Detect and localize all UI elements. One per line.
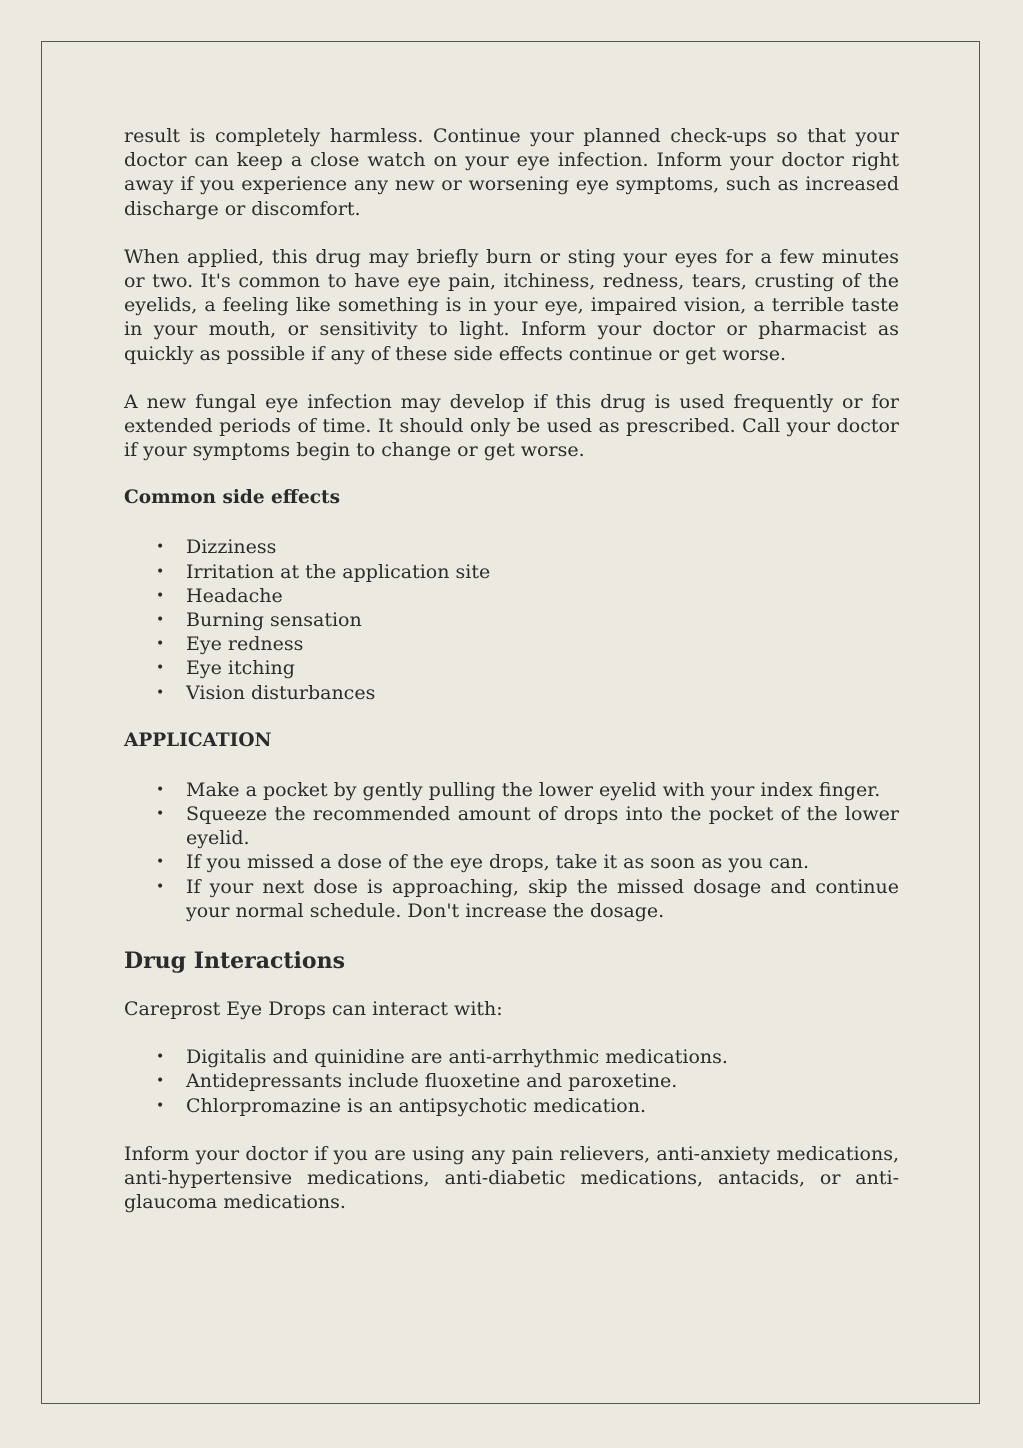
document-body: [124, 124, 899, 1215]
list-item: • Squeeze the recommended amount of drops into the pocket of the lower eyelid.: [186, 802, 899, 850]
list-item: • Chlorpromazine is an antipsychotic medication.: [186, 1094, 899, 1118]
paragraph-burning-sting: When applied, this drug may briefly burn or sting your eyes for a few minutes or two. It's common to have eye pain, itchiness, redness, tears, crusting of the eyelids, a feeling like something is in your eye, impaired vision, a terrible taste in your mouth, or sensitivity to light. Inform your doctor or pharmacist as quickly as possible if any of these side effects continue or get worse.: [124, 245, 899, 365]
side-effects-list: [124, 535, 899, 704]
list-item: • Headache: [186, 584, 899, 608]
paragraph-fungal-infection: A new fungal eye infection may develop if this drug is used frequently or for extended periods of time. It should only be used as prescribed. Call your doctor if your symptoms begin to change or get worse.: [124, 390, 899, 462]
application-list: [124, 778, 899, 923]
interactions-intro: Careprost Eye Drops can interact with:: [124, 998, 503, 1021]
drug-interactions-heading: Drug Interactions: [124, 948, 345, 975]
list-item: • Eye redness: [186, 632, 899, 656]
list-item: • Vision disturbances: [186, 681, 899, 705]
list-item: • Dizziness: [186, 535, 899, 559]
list-item: • Eye itching: [186, 656, 899, 680]
interactions-closing: Inform your doctor if you are using any pain relievers, anti-anxiety medications, anti-hypertensive medications, anti-diabetic medications, antacids, or anti-glaucoma medications.: [124, 1142, 899, 1214]
list-item: • If your next dose is approaching, skip the missed dosage and continue your normal schedule. Don't increase the dosage.: [186, 875, 899, 923]
list-item: • If you missed a dose of the eye drops, take it as soon as you can.: [186, 850, 899, 874]
side-effects-heading: Common side effects: [124, 487, 340, 509]
list-item: • Irritation at the application site: [186, 560, 899, 584]
list-item: • Make a pocket by gently pulling the lower eyelid with your index finger.: [186, 778, 899, 802]
list-item: • Digitalis and quinidine are anti-arrhythmic medications.: [186, 1045, 899, 1069]
interactions-list: [124, 1045, 899, 1118]
application-heading: APPLICATION: [124, 729, 272, 751]
list-item: • Burning sensation: [186, 608, 899, 632]
paragraph-check-ups: result is completely harmless. Continue your planned check-ups so that your doctor can keep a close watch on your eye infection. Inform your doctor right away if you experience any new or worsening eye symptoms, such as increased discharge or discomfort.: [124, 125, 899, 220]
list-item: • Antidepressants include fluoxetine and paroxetine.: [186, 1069, 899, 1093]
